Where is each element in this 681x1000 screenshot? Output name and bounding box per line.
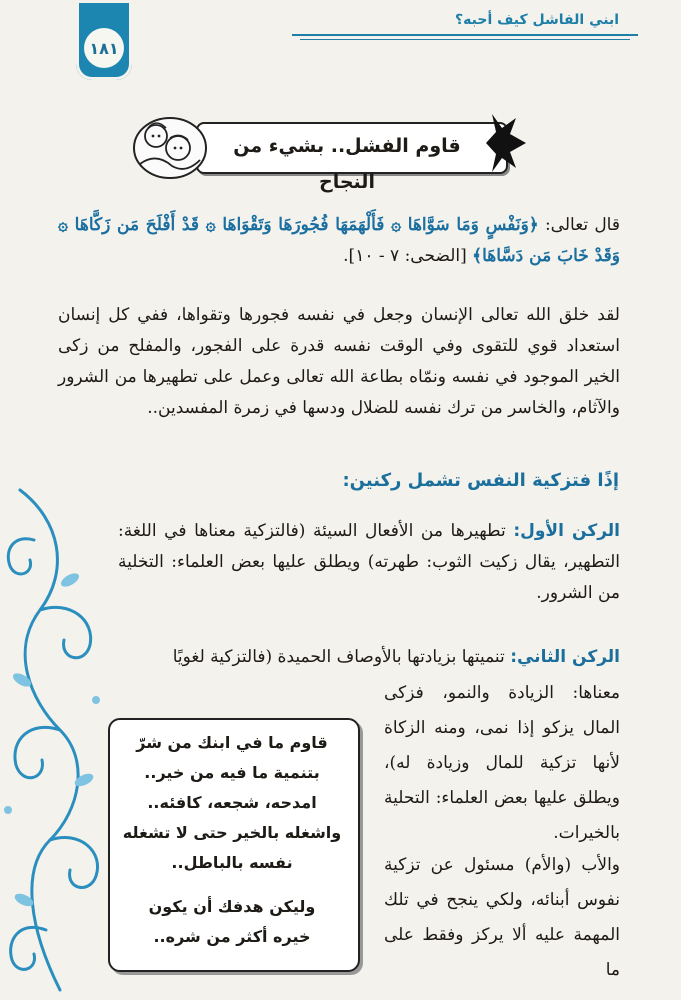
- callout-line: بتنمية ما فيه من خير..: [144, 763, 320, 782]
- pillar-2-text-line-1: تنميتها بزيادتها بالأوصاف الحميدة (فالتزكية لغويًا: [172, 647, 511, 667]
- pillar-1-text: تطهيرها من الأفعال السيئة (فالتزكية معناها في اللغة: التطهير، يقال زكيت الثوب: طهرته) ويطلق عليها بعض العلماء: التخلية من الشرور.: [118, 521, 620, 603]
- callout-gap: [118, 878, 346, 892]
- callout-line: وليكن هدفك أن يكون: [148, 897, 316, 916]
- pillars-heading: إذًا فتزكية النفس تشمل ركنين:: [342, 470, 619, 491]
- callout-text: [118, 728, 346, 952]
- callout-line: امدحه، شجعه، كافئه..: [147, 793, 317, 812]
- floral-ornament-icon: [0, 480, 112, 1000]
- pillar-2-block: [118, 642, 620, 673]
- parent-child-illustration-icon: [126, 108, 212, 182]
- pillar-2-text-rest: معناها: الزيادة والنمو، فزكى المال يزكو إذا نمى، ومنه الزكاة لأنها تزكية للمال وزيادة له)، ويطلق عليها بعض العلماء: التحلية بالخيرات.: [384, 683, 620, 843]
- paragraph-2-block: [384, 848, 620, 988]
- callout-line: نفسه بالباطل..: [171, 853, 293, 872]
- header-rule-thin: [300, 39, 630, 40]
- section-title: قاوم الفشل.. بشيء من النجاح: [233, 135, 461, 193]
- header-rule: [292, 34, 638, 36]
- paragraph-1-block: [58, 300, 620, 424]
- paragraph-1: لقد خلق الله تعالى الإنسان وجعل في نفسه فجورها وتقواها، ففي كل إنسان استعداد قوي للتقوى وفي الوقت نفسه قدرة على الفجور، والمفلح من زكى الخير الموجود في نفسه ونمّاه بطاعة الله تعالى وعمل على تطهيرها من الشرور والآثام، والخاسر من ترك نفسه للضلال ودسها في زمرة المفسدين..: [58, 305, 620, 418]
- pillar-1-label: الركن الأول:: [513, 521, 620, 541]
- verse-block: [58, 210, 620, 272]
- quran-verse: ﴿وَنَفْسٍ وَمَا سَوَّاهَا ۞ فَأَلْهَمَهَا فُجُورَهَا وَتَقْوَاهَا ۞ قَدْ أَفْلَحَ مَن زَكَّاهَا ۞ وَقَدْ خَابَ مَن دَسَّاهَا﴾: [58, 215, 620, 266]
- pillar-2-continuation-block: [384, 676, 620, 851]
- callout-line: قاوم ما في ابنك من شرّ: [136, 733, 328, 752]
- callout-line: واشغله بالخير حتى لا تشغله: [122, 823, 342, 842]
- callout-line: خيره أكثر من شره..: [153, 927, 311, 946]
- starburst-icon: [486, 110, 526, 176]
- paragraph-2: والأب (والأم) مسئول عن تزكية نفوس أبنائه، ولكي ينجح في تلك المهمة عليه ألا يركز وفقط على ما: [384, 855, 620, 980]
- running-head: ابني الفاشل كيف أحبه؟: [455, 12, 619, 28]
- pillar-1-block: [118, 516, 620, 609]
- verse-intro: قال تعالى:: [538, 215, 620, 235]
- verse-reference: [الضحى: ٧ - ١٠].: [343, 246, 473, 266]
- page-number: ١٨١: [84, 28, 124, 68]
- pillar-2-label: الركن الثاني:: [510, 647, 620, 667]
